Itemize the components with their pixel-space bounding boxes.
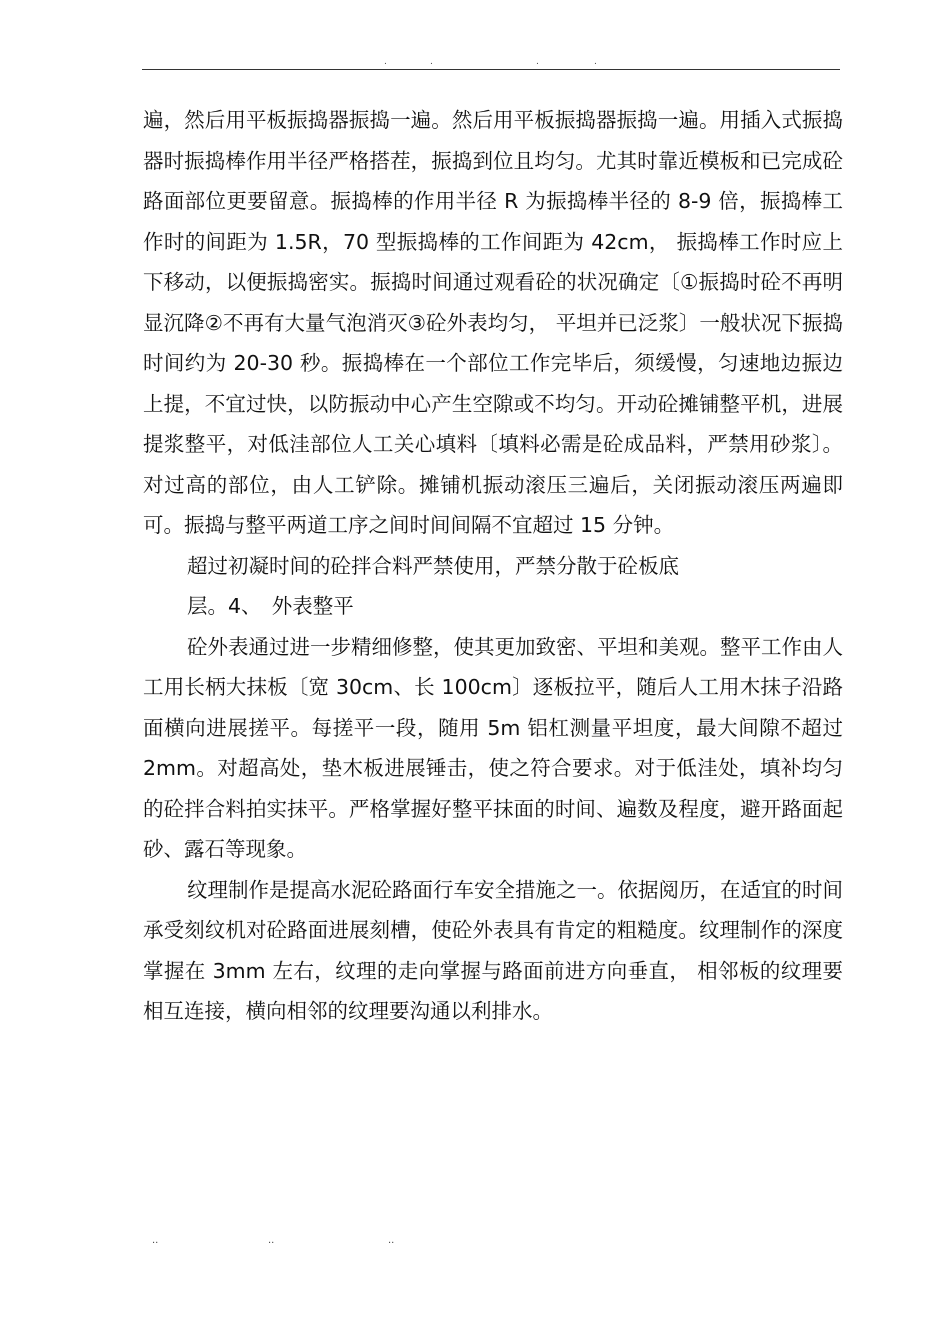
- paragraph-initial-set: 超过初凝时间的砼拌合料严禁使用，严禁分散于砼板底: [187, 553, 679, 578]
- header-dot: .: [536, 57, 539, 67]
- footer-mark: ..: [268, 1235, 275, 1246]
- document-body: [143, 100, 843, 1032]
- footer-mark: ..: [388, 1235, 395, 1246]
- section-heading-surface-leveling: 层。4、 外表整平: [187, 594, 354, 618]
- header-dot: .: [384, 57, 387, 67]
- header-rule: [142, 69, 840, 70]
- header-dot: .: [430, 57, 433, 67]
- paragraph-texture: 纹理制作是提高水泥砼路面行车安全措施之一。依据阅历，在适宜的时间承受刻纹机对砼路面进展刻槽，使砼外表具有肯定的粗糙度。纹理制作的深度掌握在 3mm 左右，纹理的走向掌握与路面前进方向垂直， 相邻板的纹理要相互连接，横向相邻的纹理要沟通以利排水。: [143, 877, 843, 1023]
- paragraph-surface-leveling: 砼外表通过进一步精细修整，使其更加致密、平坦和美观。整平工作由人工用长柄大抹板〔宽 30cm、长 100cm〕逐板拉平，随后人工用木抹子沿路面横向进展搓平。每搓平一段，随用 5m 铝杠测量平坦度，最大间隙不超过 2mm。对超高处，垫木板进展锤击，使之符合要求。对于低洼处，填补均匀的砼拌合料拍实抹平。严格掌握好整平抹面的时间、遍数及程度，避开路面起砂、露石等现象。: [143, 634, 843, 861]
- footer-mark: ..: [152, 1235, 159, 1246]
- header-dot: .: [594, 57, 597, 67]
- paragraph-vibration: 遍，然后用平板振捣器振捣一遍。然后用平板振捣器振捣一遍。用插入式振捣器时振捣棒作用半径严格搭茬，振捣到位且均匀。尤其时靠近模板和已完成砼路面部位更要留意。振捣棒的作用半径 R 为振捣棒半径的 8-9 倍，振捣棒工作时的间距为 1.5R，70 型振捣棒的工作间距为 42cm， 振捣棒工作时应上下移动，以便振捣密实。振捣时间通过观看砼的状况确定〔①振捣时砼不再明显沉降②不再有大量气泡消灭③砼外表均匀， 平坦并已泛浆〕一般状况下振捣时间约为 20-30 秒。振捣棒在一个部位工作完毕后，须缓慢，匀速地边振边上提，不宜过快，以防振动中心产生空隙或不均匀。开动砼摊铺整平机，进展提浆整平，对低洼部位人工关心填料〔填料必需是砼成品料，严禁用砂浆〕。对过高的部位，由人工铲除。摊铺机振动滚压三遍后，关闭振动滚压两遍即可。振捣与整平两道工序之间时间间隔不宜超过 15 分钟。: [143, 108, 843, 537]
